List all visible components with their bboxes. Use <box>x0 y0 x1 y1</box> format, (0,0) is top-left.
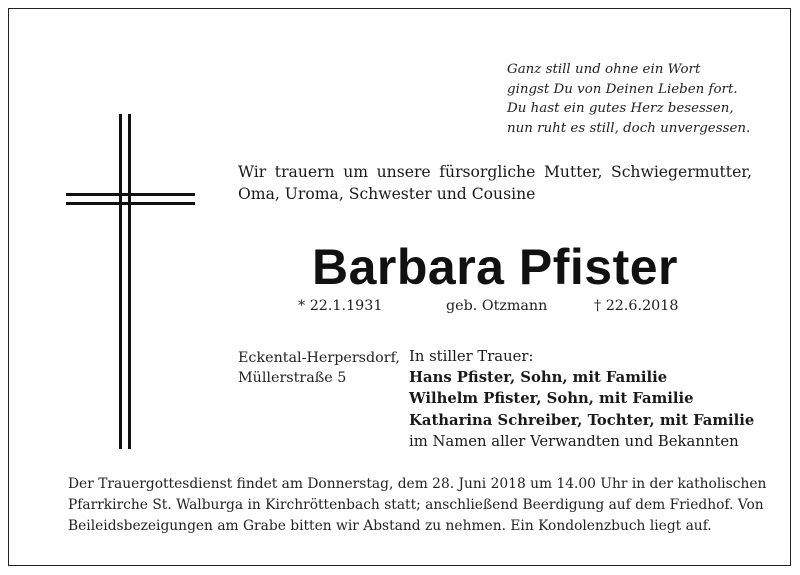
intro-line: Oma, Uroma, Schwester und Cousine <box>238 184 536 203</box>
cross-icon <box>66 114 195 449</box>
mourner-name: Katharina Schreiber, Tochter, mit Familie <box>409 411 755 429</box>
mourners-list <box>409 346 754 452</box>
poem <box>507 60 797 138</box>
poem-line: Du hast ein gutes Herz besessen, <box>507 101 734 117</box>
mourner-name: Hans Pfister, Sohn, mit Familie <box>409 369 668 387</box>
obituary-card <box>8 8 791 566</box>
mourning-intro <box>238 162 752 205</box>
mourner-name: Wilhelm Pfister, Sohn, mit Familie <box>409 390 694 408</box>
mourners-heading: In stiller Trauer: <box>409 348 534 365</box>
service-line: Der Trauergottesdienst findet am Donnerstag, dem 28. Juni 2018 um 14.00 Uhr in der katholischen <box>68 476 767 492</box>
poem-line: gingst Du von Deinen Lieben fort. <box>507 81 738 97</box>
address-line: Müllerstraße 5 <box>238 369 347 386</box>
service-line: Pfarrkirche St. Walburga in Kirchröttenbach statt; anschließend Beerdigung auf dem Friedhof. Von <box>68 497 764 514</box>
mourners-closing: im Namen aller Verwandten und Bekannten <box>409 432 739 450</box>
death-date: † 22.6.2018 <box>594 298 679 314</box>
deceased-name: Barbara Pfister <box>312 239 678 295</box>
address-line: Eckental-Herpersdorf, <box>238 350 400 366</box>
poem-line: Ganz still und ohne ein Wort <box>507 62 701 77</box>
service-line: Beileidsbezeigungen am Grabe bitten wir Abstand zu nehmen. Ein Kondolenzbuch liegt auf. <box>68 518 712 535</box>
intro-line: Wir trauern um unsere fürsorgliche Mutter, Schwiegermutter, <box>238 163 752 181</box>
birth-date: * 22.1.1931 <box>298 298 383 314</box>
family-address <box>238 349 400 388</box>
maiden-name: geb. Otzmann <box>446 298 548 314</box>
poem-line: nun ruht es still, doch unvergessen. <box>507 120 751 136</box>
funeral-service-notice <box>68 474 767 538</box>
